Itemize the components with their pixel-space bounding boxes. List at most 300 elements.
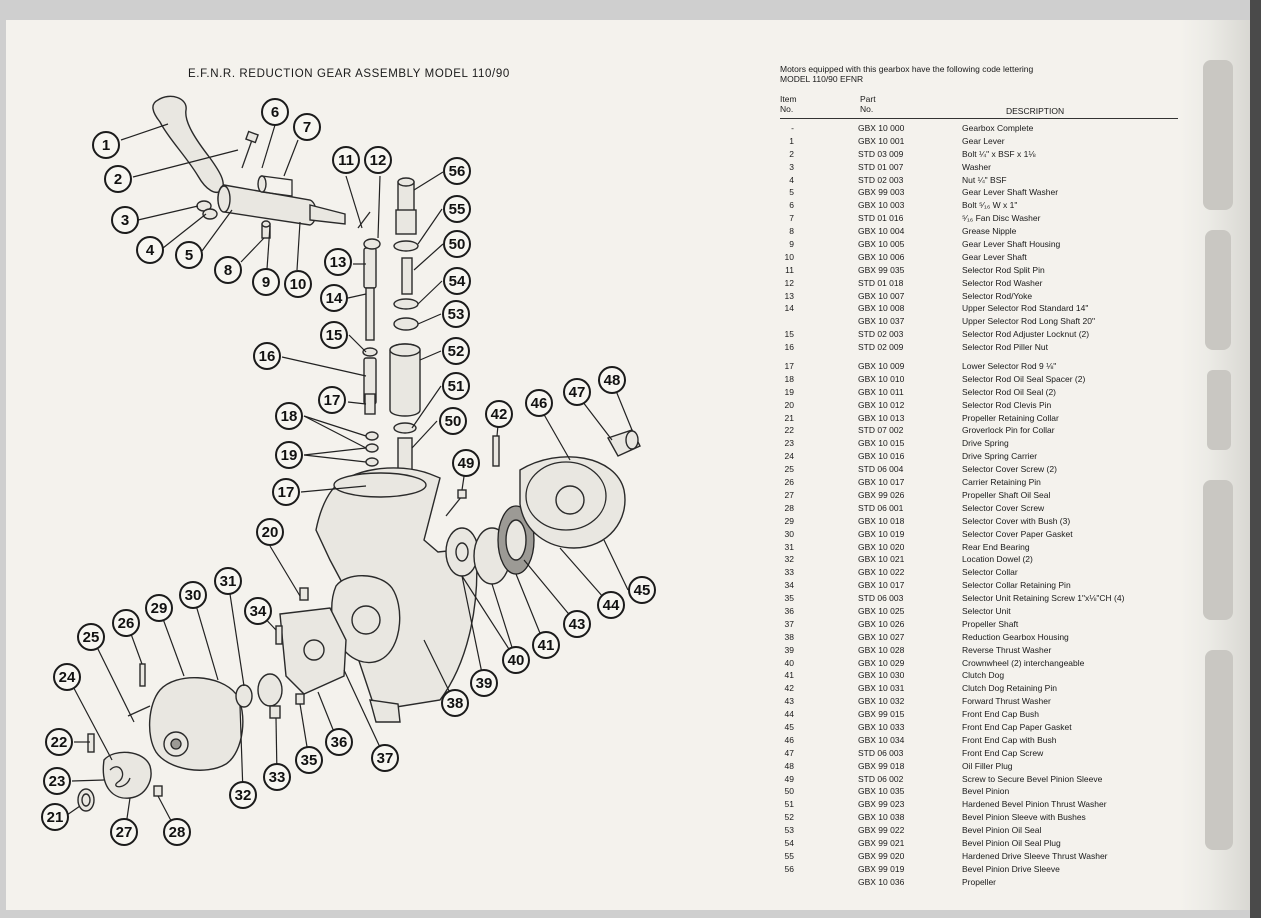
- row-description: Gearbox Complete: [962, 123, 1034, 133]
- row-part-number: GBX 10 030: [858, 670, 905, 681]
- row-part-number: GBX 10 010: [858, 373, 905, 384]
- row-item-number: 54: [784, 837, 794, 848]
- intro-line-1: Motors equipped with this gearbox have the following code lettering: [780, 64, 1034, 74]
- row-item-number: 1: [789, 135, 794, 146]
- row-description: Propeller Shaft Oil Seal: [962, 489, 1051, 500]
- callout-42: [486, 401, 512, 427]
- row-description: Selector Unit Retaining Screw 1"x⅛"CH (4): [962, 593, 1125, 604]
- parts-row: [780, 386, 1180, 399]
- callout-35: [296, 747, 322, 773]
- svg-text:2: 2: [113, 171, 123, 188]
- svg-text:30: 30: [184, 587, 202, 604]
- svg-text:14: 14: [325, 290, 343, 307]
- row-description: Crownwheel (2) interchangeable: [962, 657, 1085, 668]
- svg-text:5: 5: [184, 247, 194, 264]
- parts-row: [780, 837, 1180, 850]
- row-item-number: 7: [789, 213, 794, 224]
- row-item-number: 45: [784, 721, 794, 732]
- parts-row: [780, 148, 1180, 161]
- row-part-number: GBX 99 035: [858, 264, 905, 275]
- row-item-number: 18: [784, 373, 794, 384]
- parts-row: [780, 328, 1180, 341]
- row-part-number: GBX 99 023: [858, 799, 905, 810]
- callout-51: [443, 373, 469, 399]
- row-item-number: 5: [789, 187, 794, 198]
- row-item-number: 12: [784, 277, 794, 288]
- row-part-number: GBX 99 019: [858, 863, 905, 874]
- parts-row: [780, 592, 1180, 605]
- callout-30: [180, 582, 206, 608]
- row-part-number: STD 06 002: [858, 773, 904, 784]
- row-part-number: STD 02 003: [858, 174, 904, 185]
- row-description: Screw to Secure Bevel Pinion Sleeve: [962, 773, 1103, 784]
- row-item-number: -: [791, 123, 794, 133]
- parts-row: [780, 212, 1180, 225]
- callout-38: [442, 690, 468, 716]
- callout-13: [325, 249, 351, 275]
- selector-cover: [150, 678, 243, 771]
- svg-text:56: 56: [448, 163, 466, 180]
- parts-row: [780, 341, 1180, 354]
- parts-row: [780, 682, 1180, 695]
- row-item-number: 3: [789, 161, 794, 172]
- row-description: Hardened Bevel Pinion Thrust Washer: [962, 799, 1107, 810]
- parts-row: [780, 528, 1180, 541]
- callout-28: [164, 819, 190, 845]
- row-description: Bevel Pinion Oil Seal: [962, 825, 1042, 836]
- row-item-number: 17: [784, 361, 794, 372]
- row-part-number: STD 06 003: [858, 593, 904, 604]
- parts-row: [780, 631, 1180, 644]
- oil-filler-plug: [608, 430, 640, 456]
- row-description: Front End Cap Paper Gasket: [962, 721, 1072, 732]
- row-item-number: 28: [784, 502, 794, 513]
- row-item-number: 11: [785, 264, 794, 275]
- parts-row: [780, 747, 1180, 760]
- row-part-number: GBX 99 022: [858, 825, 905, 836]
- intro-line-2: MODEL 110/90 EFNR: [780, 74, 864, 84]
- parts-row: [780, 734, 1180, 747]
- svg-text:20: 20: [261, 524, 279, 541]
- parts-row: [780, 876, 1180, 889]
- bolt: [242, 132, 258, 168]
- row-description: Selector Rod Washer: [962, 277, 1043, 288]
- callout-45: [629, 577, 655, 603]
- row-item-number: 32: [784, 554, 794, 565]
- groverlock-pin: [88, 734, 94, 752]
- row-part-number: GBX 10 034: [858, 734, 905, 745]
- row-part-number: GBX 10 008: [858, 303, 905, 314]
- row-item-number: 26: [784, 477, 794, 488]
- svg-text:35: 35: [300, 752, 318, 769]
- callout-46: [526, 390, 552, 416]
- parts-row: [780, 618, 1180, 631]
- callout-39: [471, 670, 497, 696]
- svg-text:43: 43: [568, 616, 586, 633]
- svg-text:41: 41: [537, 637, 555, 654]
- callout-29: [146, 595, 172, 621]
- row-part-number: GBX 10 021: [858, 554, 905, 565]
- parts-row: [780, 238, 1180, 251]
- parts-row: [780, 644, 1180, 657]
- svg-text:47: 47: [568, 384, 586, 401]
- row-part-number: GBX 99 021: [858, 837, 905, 848]
- row-description: Gear Lever Shaft Housing: [962, 239, 1061, 250]
- callout-23: [44, 768, 70, 794]
- parts-row: [780, 811, 1180, 824]
- row-item-number: 49: [784, 773, 794, 784]
- parts-row: [780, 541, 1180, 554]
- row-part-number: GBX 10 025: [858, 605, 905, 616]
- svg-text:48: 48: [603, 372, 621, 389]
- parts-row: [780, 798, 1180, 811]
- callout-10: [285, 271, 311, 297]
- row-part-number: GBX 10 011: [858, 386, 904, 397]
- row-item-number: 25: [784, 464, 794, 475]
- svg-text:24: 24: [58, 669, 76, 686]
- row-item-number: 31: [784, 541, 794, 552]
- row-item-number: 10: [784, 251, 794, 262]
- row-description: Drive Spring: [962, 438, 1009, 449]
- svg-text:52: 52: [447, 343, 465, 360]
- row-part-number: GBX 99 018: [858, 760, 905, 771]
- svg-text:36: 36: [330, 734, 348, 751]
- row-item-number: 36: [784, 605, 794, 616]
- row-item-number: 8: [789, 226, 794, 237]
- clutch-dog-retaining-pin: [493, 436, 499, 466]
- row-item-number: 43: [784, 696, 794, 707]
- header-description: DESCRIPTION: [1006, 106, 1065, 116]
- parts-row: [780, 605, 1180, 618]
- parts-row: [780, 161, 1180, 174]
- callout-18: [276, 403, 302, 429]
- row-item-number: 42: [784, 683, 794, 694]
- header-item-no: No.: [780, 104, 794, 114]
- header-rule: [780, 118, 1178, 119]
- parts-row: [780, 476, 1180, 489]
- callout-34: [245, 598, 271, 624]
- row-part-number: GBX 10 017: [858, 580, 905, 591]
- row-description: Upper Selector Rod Standard 14": [962, 303, 1089, 314]
- parts-row: [780, 437, 1180, 450]
- parts-row: [780, 424, 1180, 437]
- callout-48: [599, 367, 625, 393]
- callout-16: [254, 343, 280, 369]
- parts-row: [780, 579, 1180, 592]
- row-description: Washer: [962, 161, 991, 172]
- callout-53: [443, 301, 469, 327]
- row-description: Bolt ⁵⁄₁₆ W x 1": [962, 200, 1018, 211]
- row-description: Gear Lever Shaft: [962, 251, 1027, 262]
- row-part-number: STD 02 003: [858, 329, 904, 340]
- callout-47: [564, 379, 590, 405]
- parts-row: [780, 515, 1180, 528]
- parts-row: [780, 502, 1180, 515]
- row-item-number: 27: [784, 489, 794, 500]
- row-description: Selector Cover with Bush (3): [962, 515, 1071, 526]
- drive-spring-carrier: [103, 752, 151, 798]
- row-part-number: GBX 10 029: [858, 657, 905, 668]
- callout-9: [253, 269, 279, 295]
- parts-row: [780, 850, 1180, 863]
- svg-text:17: 17: [277, 484, 295, 501]
- svg-text:33: 33: [268, 769, 286, 786]
- svg-text:19: 19: [280, 447, 298, 464]
- row-description: Selector Rod Split Pin: [962, 264, 1045, 275]
- row-item-number: 44: [784, 709, 794, 720]
- svg-text:11: 11: [338, 152, 354, 169]
- row-description: Clutch Dog: [962, 670, 1005, 681]
- gear-lever: [153, 96, 223, 192]
- callout-6: [262, 99, 288, 125]
- parts-row: [780, 657, 1180, 670]
- row-part-number: GBX 10 026: [858, 618, 905, 629]
- row-item-number: 37: [784, 618, 794, 629]
- row-description: Propeller Retaining Collar: [962, 412, 1059, 423]
- bevel-pinion-drive-sleeve: [394, 178, 418, 330]
- row-item-number: 23: [784, 438, 794, 449]
- svg-text:51: 51: [447, 378, 465, 395]
- parts-row: [780, 186, 1180, 199]
- row-item-number: 33: [784, 567, 794, 578]
- svg-text:27: 27: [115, 824, 133, 841]
- callout-24: [54, 664, 80, 690]
- callout-44: [598, 592, 624, 618]
- callout-2: [105, 166, 131, 192]
- row-part-number: GBX 10 038: [858, 812, 905, 823]
- svg-text:12: 12: [369, 152, 387, 169]
- row-item-number: 16: [784, 342, 794, 353]
- callout-43: [564, 611, 590, 637]
- row-description: Carrier Retaining Pin: [962, 477, 1041, 488]
- row-part-number: STD 03 009: [858, 148, 904, 159]
- svg-text:54: 54: [448, 273, 466, 290]
- row-description: Bolt ¼" x BSF x 1⅛: [962, 148, 1036, 159]
- row-description: Gear Lever Shaft Washer: [962, 187, 1059, 198]
- parts-row: [780, 553, 1180, 566]
- row-item-number: 30: [784, 528, 794, 539]
- svg-text:1: 1: [101, 137, 111, 154]
- row-item-number: 40: [784, 657, 794, 668]
- binding-edge: [1250, 0, 1261, 918]
- callout-54: [444, 268, 470, 294]
- svg-text:15: 15: [325, 327, 343, 344]
- row-item-number: 47: [784, 747, 794, 758]
- svg-text:40: 40: [507, 652, 525, 669]
- row-description: Selector Rod Oil Seal (2): [962, 386, 1057, 397]
- svg-text:29: 29: [150, 600, 168, 617]
- row-part-number: GBX 10 000: [858, 123, 905, 133]
- row-description: Nut ¼" BSF: [962, 174, 1007, 185]
- callout-33: [264, 764, 290, 790]
- callout-26: [113, 610, 139, 636]
- row-part-number: GBX 10 013: [858, 412, 905, 423]
- row-description: Front End Cap with Bush: [962, 734, 1057, 745]
- row-description: Selector Cover Screw: [962, 502, 1045, 513]
- row-item-number: 55: [784, 850, 794, 861]
- row-description: Grease Nipple: [962, 226, 1017, 237]
- row-item-number: 39: [784, 644, 794, 655]
- row-description: Propeller Shaft: [962, 618, 1019, 629]
- svg-text:50: 50: [448, 236, 466, 253]
- callout-21: [42, 804, 68, 830]
- row-description: Hardened Drive Sleeve Thrust Washer: [962, 850, 1108, 861]
- row-item-number: 35: [784, 593, 794, 604]
- svg-text:55: 55: [448, 201, 466, 218]
- row-description: Rear End Bearing: [962, 541, 1030, 552]
- parts-row: [780, 708, 1180, 721]
- row-description: Drive Spring Carrier: [962, 451, 1038, 462]
- callout-19: [276, 442, 302, 468]
- row-item-number: 53: [784, 825, 794, 836]
- row-part-number: GBX 10 006: [858, 251, 905, 262]
- svg-text:10: 10: [289, 276, 307, 293]
- svg-text:3: 3: [120, 212, 130, 229]
- parts-row: [780, 695, 1180, 708]
- row-description: Selector Cover Paper Gasket: [962, 528, 1073, 539]
- row-description: Location Dowel (2): [962, 554, 1033, 565]
- row-description: Selector Rod Piller Nut: [962, 342, 1048, 353]
- callout-5: [176, 242, 202, 268]
- row-description: Oil Filler Plug: [962, 760, 1013, 771]
- svg-text:4: 4: [145, 242, 155, 259]
- row-description: Selector Rod/Yoke: [962, 290, 1033, 301]
- row-description: Gear Lever: [962, 135, 1005, 146]
- parts-row: [780, 315, 1180, 328]
- svg-text:13: 13: [329, 254, 347, 271]
- svg-text:23: 23: [48, 773, 66, 790]
- svg-text:21: 21: [46, 809, 64, 826]
- svg-text:26: 26: [117, 615, 135, 632]
- parts-row: [780, 277, 1180, 290]
- row-item-number: 46: [784, 734, 794, 745]
- callout-56: [444, 158, 470, 184]
- parts-row: [780, 135, 1180, 148]
- front-end-cap: [520, 457, 625, 548]
- callout-3: [112, 207, 138, 233]
- row-part-number: STD 01 007: [858, 161, 904, 172]
- callout-14: [321, 285, 347, 311]
- row-part-number: STD 06 001: [858, 502, 904, 513]
- svg-text:28: 28: [168, 824, 186, 841]
- row-item-number: 2: [789, 148, 794, 159]
- row-part-number: GBX 10 028: [858, 644, 905, 655]
- row-part-number: GBX 10 005: [858, 239, 905, 250]
- row-description: Lower Selector Rod 9 ⅛": [962, 361, 1057, 372]
- parts-row: [780, 489, 1180, 502]
- row-part-number: GBX 10 022: [858, 567, 905, 578]
- row-item-number: 6: [789, 200, 794, 211]
- row-description: Propeller: [962, 876, 997, 887]
- row-item-number: 4: [789, 174, 794, 185]
- parts-row: [780, 669, 1180, 682]
- callout-1: [93, 132, 119, 158]
- callout-49: [453, 450, 479, 476]
- parts-row: [780, 824, 1180, 837]
- svg-text:25: 25: [82, 629, 100, 646]
- svg-text:39: 39: [475, 675, 493, 692]
- parts-list-intro: [780, 64, 1180, 84]
- header-part-label: Part: [860, 94, 876, 104]
- svg-text:50: 50: [444, 413, 462, 430]
- bevel-pinion-sleeve: [390, 344, 420, 472]
- row-part-number: GBX 10 036: [858, 876, 905, 887]
- row-description: Selector Rod Clevis Pin: [962, 399, 1052, 410]
- callout-27: [111, 819, 137, 845]
- callout-25: [78, 624, 104, 650]
- row-part-number: GBX 10 016: [858, 451, 905, 462]
- row-part-number: STD 07 002: [858, 425, 904, 436]
- row-description: Selector Rod Oil Seal Spacer (2): [962, 373, 1086, 384]
- callout-52: [443, 338, 469, 364]
- svg-text:32: 32: [234, 787, 252, 804]
- parts-list-header: [780, 94, 1180, 118]
- row-description: Bevel Pinion: [962, 786, 1010, 797]
- callout-7: [294, 114, 320, 140]
- lever-shaft-housing: [218, 176, 345, 225]
- callout-50-upper: [444, 231, 470, 257]
- callout-41: [533, 632, 559, 658]
- row-part-number: STD 01 018: [858, 277, 904, 288]
- parts-row: [780, 225, 1180, 238]
- callout-8: [215, 257, 241, 283]
- show-through-text: [1195, 60, 1255, 900]
- row-description: Bevel Pinion Drive Sleeve: [962, 863, 1060, 874]
- row-part-number: GBX 10 020: [858, 541, 905, 552]
- parts-row: [780, 174, 1180, 187]
- row-part-number: GBX 99 015: [858, 709, 905, 720]
- row-part-number: GBX 99 026: [858, 489, 905, 500]
- parts-row: [780, 463, 1180, 476]
- parts-row: [780, 373, 1180, 386]
- row-part-number: GBX 10 019: [858, 528, 905, 539]
- row-item-number: 9: [789, 239, 794, 250]
- row-description: ⁵⁄₁₆ Fan Disc Washer: [962, 213, 1041, 224]
- parts-row: [780, 290, 1180, 303]
- row-description: Front End Cap Screw: [962, 747, 1044, 758]
- callout-31: [215, 568, 241, 594]
- row-part-number: GBX 10 018: [858, 515, 905, 526]
- row-part-number: STD 01 016: [858, 213, 904, 224]
- parts-row: [780, 399, 1180, 412]
- selector-unit: [280, 608, 346, 694]
- svg-text:17: 17: [323, 392, 341, 409]
- parts-row: [780, 450, 1180, 463]
- row-description: Selector Collar Retaining Pin: [962, 580, 1071, 591]
- row-part-number: GBX 10 033: [858, 721, 905, 732]
- row-item-number: 19: [784, 386, 794, 397]
- row-description: Clutch Dog Retaining Pin: [962, 683, 1057, 694]
- row-item-number: 56: [784, 863, 794, 874]
- row-item-number: 14: [784, 303, 794, 314]
- row-part-number: GBX 10 035: [858, 786, 905, 797]
- parts-row: [780, 251, 1180, 264]
- parts-row: [780, 412, 1180, 425]
- svg-text:8: 8: [223, 262, 233, 279]
- svg-text:7: 7: [302, 119, 312, 136]
- header-part-no: No.: [860, 104, 874, 114]
- callout-15: [321, 322, 347, 348]
- row-description: Groverlock Pin for Collar: [962, 425, 1055, 436]
- callout-17-upper: [319, 387, 345, 413]
- row-description: Selector Unit: [962, 605, 1011, 616]
- callout-36: [326, 729, 352, 755]
- row-part-number: STD 02 009: [858, 342, 904, 353]
- callout-40-a: [503, 647, 529, 673]
- header-item-label: Item: [780, 94, 797, 104]
- selector-rod-yoke: [358, 212, 380, 288]
- svg-text:38: 38: [446, 695, 464, 712]
